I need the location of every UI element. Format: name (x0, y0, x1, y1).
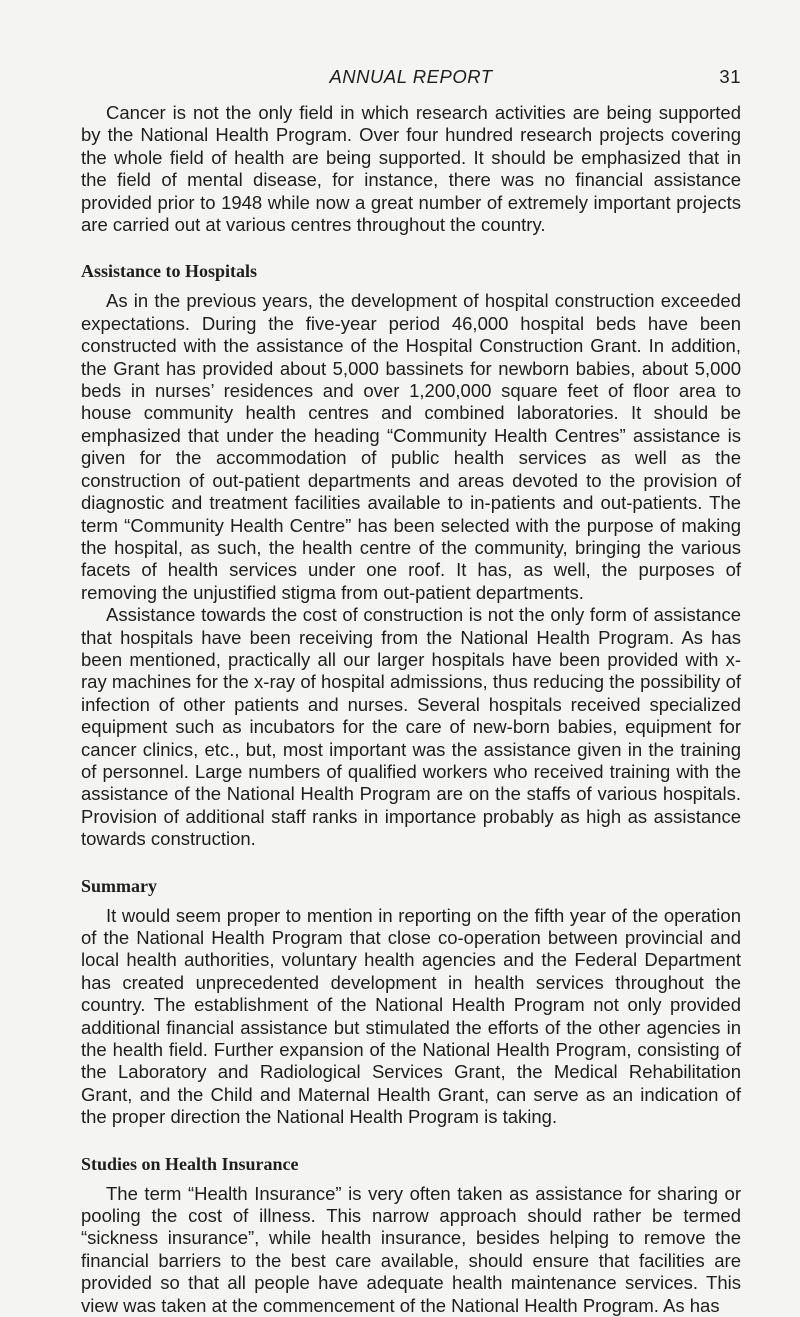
paragraph-research: Cancer is not the only field in which research activities are being supported by the National Health Program. Over four hundred research projects covering the whole field of health are being supported. It should be emphasized that in the field of mental disease, for instance, there was no financial assistance provided prior to 1948 while now a great number of extremely important projects are carried out at various centres throughout the country. (81, 102, 741, 236)
heading-assistance-to-hospitals: Assistance to Hospitals (81, 261, 258, 282)
paragraph-hospitals-1: As in the previous years, the development of hospital construction exceeded expectations. During the five-year period 46,000 hospital beds have been constructed with the assistance of the Hospital Construction Grant. In addition, the Grant has provided about 5,000 bassinets for newborn babies, about 5,000 beds in nurses’ residences and over 1,200,000 square feet of floor area to house community health centres and combined laboratories. It should be emphasized that under the heading “Community Health Centres” assistance is given for the accommodation of public health services as well as the construction of out-patient departments and areas devoted to the provision of diagnostic and treatment facilities available to in-patients and out-patients. The term “Community Health Centre” has been selected with the purpose of making the hospital, as such, the health centre of the community, bringing the various facets of health services under one roof. It has, as well, the purposes of removing the unjustified stigma from out-patient departments. (81, 290, 741, 603)
paragraph-insurance: The term “Health Insurance” is very often taken as assistance for sharing or pooling the cost of illness. This narrow approach should rather be termed “sickness insurance”, while health insurance, besides helping to remove the financial barriers to the best care available, should ensure that facilities are provided so that all people have adequate health maintenance services. This view was taken at the commencement of the National Health Program. As has (81, 1182, 741, 1316)
heading-summary: Summary (81, 875, 157, 896)
paragraph-hospitals-2: Assistance towards the cost of construction is not the only form of assistance that hospitals have been receiving from the National Health Program. As has been mentioned, practically all our larger hospitals have been provided with x-ray machines for the x-ray of hospital admissions, thus reducing the possibility of infection of other patients and nurses. Several hospitals received specialized equipment such as incubators for the care of new-born babies, equipment for cancer clinics, etc., but, most important was the assistance given in the training of personnel. Large numbers of qualified workers who received training with the assistance of the National Health Program are on the staffs of various hospitals. Provision of additional staff ranks in importance probably as high as assistance towards construction. (81, 604, 741, 850)
running-header (81, 66, 741, 92)
running-title: ANNUAL REPORT (329, 66, 493, 87)
page-number: 31 (719, 66, 741, 87)
heading-studies-on-health-insurance: Studies on Health Insurance (81, 1153, 299, 1174)
document-body (81, 102, 741, 1317)
paragraph-summary: It would seem proper to mention in reporting on the fifth year of the operation of the National Health Program that close co-operation between provincial and local health authorities, voluntary health agencies and the Federal Department has created unprecedented development in health services throughout the country. The establishment of the National Health Program not only provided additional financial assistance but stimulated the efforts of the other agencies in the health field. Further expansion of the National Health Program, consisting of the Laboratory and Radiological Services Grant, the Medical Rehabilitation Grant, and the Child and Maternal Health Grant, can serve as an indication of the proper direction the National Health Program is taking. (81, 904, 741, 1128)
